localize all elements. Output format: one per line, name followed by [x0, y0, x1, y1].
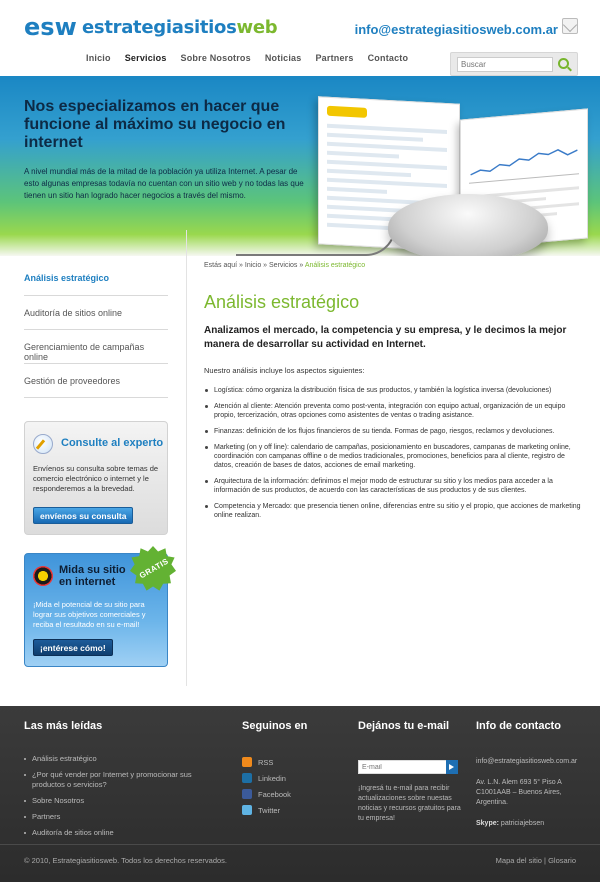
screenshot-logo [327, 106, 367, 118]
social-rss-label: RSS [258, 757, 274, 767]
nav-sobre-nosotros[interactable]: Sobre Nosotros [180, 53, 251, 63]
sidebar [24, 262, 168, 398]
nav-contacto[interactable]: Contacto [367, 53, 409, 63]
social-linkedin-label: Linkedin [258, 773, 286, 783]
social-twitter[interactable] [242, 802, 291, 818]
banner-text: A nivel mundial más de la mitad de la población ya utiliza Internet. A pesar de esto algunas empresas todavía no cuentan con un sitio web y no todas las que tienen un sitio han logrado hacer negocios a través del mismo. [24, 167, 304, 200]
footer-links: Mapa del sitio | Glosario [495, 856, 576, 865]
nav-inicio[interactable]: Inicio [86, 53, 111, 63]
skype-user[interactable]: patriciajebsen [500, 820, 545, 827]
expert-title: Consulte al experto [61, 437, 164, 449]
footer-divider [0, 844, 600, 845]
learn-how-button[interactable]: ¡entérese cómo! [33, 639, 113, 656]
footer-social-title: Seguinos en [242, 720, 308, 732]
list-item: Arquitectura de la información: definimos el mejor modo de estructurar su sitio y los medios para acceder a la información de sus productos, de acuerdo con las características de sus productos y de sus clientes. [204, 477, 584, 495]
header [0, 0, 600, 76]
social-linkedin[interactable] [242, 770, 291, 786]
rss-icon [242, 757, 252, 767]
banner-title: Nos especializamos en hacer que funcione al máximo su negocio en internet [24, 98, 286, 151]
lead-text: Analizamos el mercado, la competencia y su empresa, y le decimos la mejor manera de desarrollar su actividad en Internet. [204, 325, 567, 350]
sidebar-item-analisis[interactable]: Análisis estratégico [24, 262, 168, 296]
social-rss[interactable] [242, 754, 291, 770]
skype-contact [476, 820, 544, 827]
social-facebook[interactable] [242, 786, 291, 802]
pencil-icon [33, 434, 53, 454]
search-icon[interactable] [558, 58, 569, 69]
glossary-link[interactable]: Glosario [548, 856, 576, 865]
list-item: Competencia y Mercado: que presencia tienen online, diferencias entre su sitio y el propio, que acciones de marketing online realizan. [204, 502, 584, 520]
footer-contact-title: Info de contacto [476, 720, 561, 732]
most-read-item[interactable]: Auditoría de sitios online [24, 828, 224, 838]
list-item: Logística: cómo organiza la distribución física de sus productos, y también la logística inversa (devoluciones) [204, 386, 584, 395]
social-links [242, 754, 291, 818]
envelope-icon[interactable] [562, 18, 578, 34]
brand-main: estrategiasitios [82, 16, 237, 38]
footer [0, 706, 600, 882]
page-title: Análisis estratégico [204, 292, 360, 312]
skype-label: Skype: [476, 820, 499, 827]
search-box [450, 52, 578, 76]
expert-text: Envíenos su consulta sobre temas de comercio electrónico o internet y le responderemos a la brevedad. [33, 464, 159, 493]
breadcrumb-inicio[interactable]: Inicio [244, 262, 262, 269]
most-read-list [24, 754, 224, 844]
list-item: Marketing (on y off line): calendario de campañas, posicionamiento en buscadores, campanas de marketing online, coordinación con campanas offline o de medios tradicionales, promociones, beneficios para al cliente, registro de datos, creación de bases de datos, acciones de email marketing. [204, 443, 584, 470]
most-read-item[interactable]: Sobre Nosotros [24, 796, 224, 806]
header-email[interactable]: info@estrategiasitiosweb.com.ar [354, 22, 558, 37]
breadcrumb-current: Análisis estratégico [304, 262, 366, 269]
sidebar-item-campanas[interactable]: Gerenciamiento de campañas online [24, 330, 168, 364]
nav-partners[interactable]: Partners [315, 53, 354, 63]
contact-email[interactable]: info@estrategiasitiosweb.com.ar [476, 758, 578, 765]
list-item: Atención al cliente: Atención preventa como post-venta, integración con equipo actual, organización de un equipo propio, tercerización, otras opciones como asistentes de ventas o trading asistance. [204, 402, 584, 420]
expert-box [24, 421, 168, 535]
sitemap-link[interactable]: Mapa del sitio [495, 856, 542, 865]
search-input[interactable] [457, 57, 553, 72]
hero-banner [0, 76, 600, 256]
newsletter-submit-button[interactable] [446, 760, 458, 774]
footer-most-read-title: Las más leídas [24, 720, 103, 732]
measure-title: Mida su sitio en internet [59, 564, 126, 588]
intro-text: Nuestro análisis incluye los aspectos siguientes: [204, 366, 365, 375]
social-twitter-label: Twitter [258, 805, 281, 815]
mouse-image [388, 194, 548, 256]
newsletter-text: ¡Ingresá tu e-mail para recibir actualizaciones sobre nuestas noticias y recursos gratuitos para tu empresa! [358, 785, 461, 822]
breadcrumb-servicios[interactable]: Servicios [269, 262, 298, 269]
social-facebook-label: Facebook [258, 789, 291, 799]
nav-noticias[interactable]: Noticias [264, 53, 302, 63]
brand-accent: web [236, 16, 278, 38]
mouse-cable [236, 226, 396, 256]
footer-newsletter-title: Dejános tu e-mail [358, 720, 450, 732]
consult-button[interactable]: envíenos su consulta [33, 507, 133, 524]
facebook-icon [242, 789, 252, 799]
free-badge [130, 546, 180, 592]
main-nav [86, 53, 422, 63]
twitter-icon [242, 805, 252, 815]
logo-mark [24, 13, 77, 41]
newsletter-email-input[interactable] [358, 760, 458, 774]
most-read-item[interactable]: Partners [24, 812, 224, 822]
most-read-item[interactable]: ¿Por qué vender por Internet y promocionar sus productos o servicios? [24, 770, 224, 790]
measure-text: ¡Mida el potencial de su sitio para lograr sus objetivos comerciales y reciba el resultado en su e-mail! [33, 600, 146, 629]
brand-name [82, 17, 277, 38]
breadcrumb: Estás aquí » Inicio » Servicios » Análisis estratégico [204, 262, 366, 269]
sidebar-item-proveedores[interactable]: Gestión de proveedores [24, 364, 168, 398]
nav-servicios[interactable]: Servicios [124, 53, 167, 63]
linkedin-icon [242, 773, 252, 783]
logo[interactable] [24, 14, 277, 40]
aspects-list [204, 386, 584, 527]
sidebar-item-auditoria[interactable]: Auditoría de sitios online [24, 296, 168, 330]
gauge-icon [33, 566, 53, 586]
contact-address: Av. L.N. Alem 693 5° Piso A C1001AAB – Buenos Aires, Argentina. [476, 779, 562, 806]
copyright: © 2010, Estrategiasitiosweb. Todos los derechos reservados. [24, 856, 227, 865]
breadcrumb-prefix: Estás aquí [204, 262, 238, 269]
list-item: Finanzas: definición de los flujos financieros de su tienda. Formas de pago, riesgos, reclamos y devoluciones. [204, 427, 584, 436]
free-badge-label: GRATIS [137, 556, 171, 581]
column-divider [186, 230, 187, 686]
most-read-item[interactable]: Análisis estratégico [24, 754, 224, 764]
analytics-chart-image [469, 140, 579, 184]
logo-mark-text: esw [24, 13, 77, 41]
